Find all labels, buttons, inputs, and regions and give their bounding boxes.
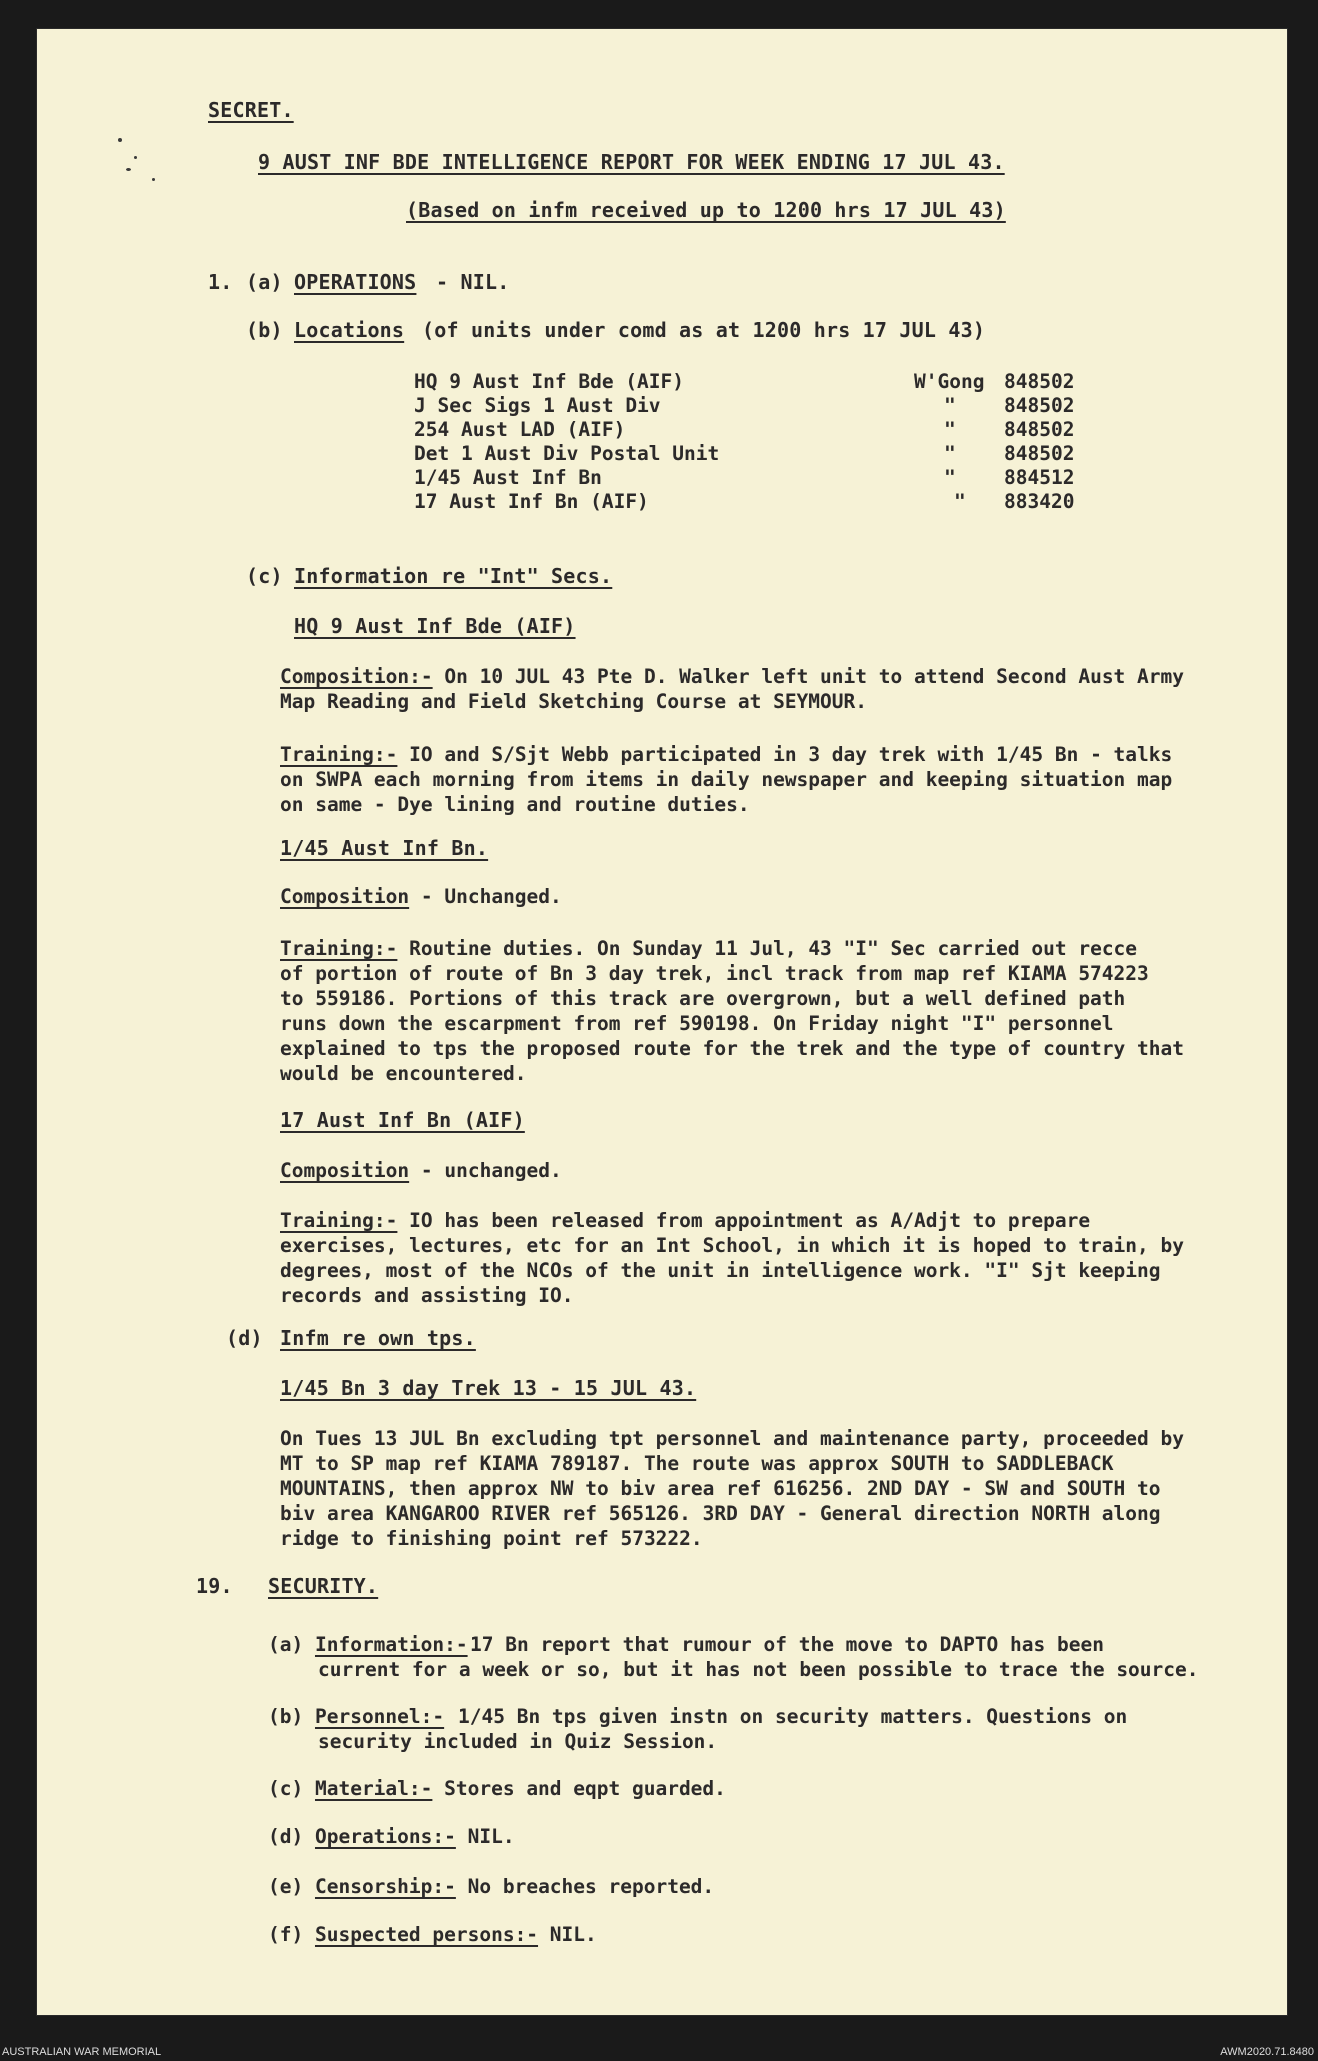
security-heading: SECURITY. <box>268 1574 379 1598</box>
security-item <box>268 1922 1278 1947</box>
security-item <box>268 1824 1278 1849</box>
security-item-heading: Personnel:- <box>314 1705 445 1728</box>
bn145-composition-paragraph <box>280 884 1280 909</box>
composition-text: - Unchanged. <box>420 885 562 908</box>
training-label: Training:- <box>280 937 398 960</box>
security-item-text <box>318 1632 1278 1682</box>
footer-accession: AWM2020.71.8480 <box>1220 2046 1314 2058</box>
hq-composition-paragraph <box>280 664 1280 714</box>
location-place: " <box>954 490 966 513</box>
security-item-body: NIL. <box>467 1825 515 1848</box>
composition-label: Composition <box>280 885 410 908</box>
location-unit: Det 1 Aust Div Postal Unit <box>414 442 720 465</box>
item-label: (c) <box>246 564 283 588</box>
security-item-body: Stores and eqpt guarded. <box>444 1777 726 1800</box>
training-text: IO has been released from appointment as A/Adjt to prepare exercises, lectures, etc for an Int School, in which it is hoped to train, by degrees, most of the NCOs of the unit in intelligence work. "I" Sjt keeping records and assisting IO. <box>280 1209 1184 1307</box>
location-place: " <box>944 466 956 489</box>
trek-heading: 1/45 Bn 3 day Trek 13 - 15 JUL 43. <box>280 1376 697 1400</box>
security-item-heading: Information:- <box>314 1633 468 1656</box>
section-number: 19. <box>196 1574 233 1598</box>
location-place: " <box>944 394 956 417</box>
operations-text: - NIL. <box>436 270 510 294</box>
location-row <box>414 442 1114 466</box>
location-row <box>414 418 1114 442</box>
location-ref: 848502 <box>1004 442 1075 465</box>
location-row <box>414 490 1114 514</box>
trek-paragraph <box>280 1426 1280 1551</box>
location-row <box>414 394 1114 418</box>
bn145-heading: 1/45 Aust Inf Bn. <box>280 836 489 860</box>
location-ref: 883420 <box>1004 490 1075 513</box>
location-ref: 848502 <box>1004 370 1075 393</box>
security-item-body: 1/45 Bn tps given instn on security matters. Questions on security included in Quiz Session. <box>318 1705 1128 1753</box>
security-item-heading: Censorship:- <box>314 1875 456 1898</box>
training-text: IO and S/Sjt Webb participated in 3 day trek with 1/45 Bn - talks on SWPA each morning from items in daily newspaper and keeping situation map on same - Dye lining and routine duties. <box>280 743 1173 816</box>
security-item <box>268 1874 1278 1899</box>
composition-text: - unchanged. <box>420 1159 562 1182</box>
item-label: (b) <box>268 1705 304 1728</box>
location-place: W'Gong <box>914 370 985 393</box>
locations-subtext: (of units under comd as at 1200 hrs 17 JUL 43) <box>422 318 986 342</box>
security-item-heading: Operations:- <box>314 1825 456 1848</box>
security-item-heading: Suspected persons:- <box>314 1923 539 1946</box>
item-label: (d) <box>268 1825 304 1848</box>
location-unit: HQ 9 Aust Inf Bde (AIF) <box>414 370 685 393</box>
location-ref: 884512 <box>1004 466 1075 489</box>
footer-credit: AUSTRALIAN WAR MEMORIAL <box>2 2046 162 2058</box>
location-unit: 17 Aust Inf Bn (AIF) <box>414 490 649 513</box>
security-item-body: 17 Bn report that rumour of the move to DAPTO has been current for a week or so, but it has not been possible to trace the source. <box>318 1633 1199 1681</box>
training-text: Routine duties. On Sunday 11 Jul, 43 "I" Sec carried out recce of portion of route of Bn 3 day trek, incl track from map ref KIAMA 574223 to 559186. Portions of this track are overgrown, but a well defined path runs down the escarpment from ref 590198. On Friday night "I" personnel explained to tps the proposed route for the trek and the type of country that would be encountered. <box>280 937 1184 1085</box>
location-unit: 1/45 Aust Inf Bn <box>414 466 602 489</box>
security-item-text <box>318 1704 1278 1754</box>
security-item-body: No breaches reported. <box>467 1875 715 1898</box>
item-label: (c) <box>268 1777 304 1800</box>
item-label: (b) <box>246 318 283 342</box>
composition-label: Composition:- <box>280 665 433 688</box>
locations-heading: Locations <box>294 318 405 342</box>
item-label: (f) <box>268 1923 304 1946</box>
composition-text: On 10 JUL 43 Pte D. Walker left unit to attend Second Aust Army Map Reading and Field Sketching Course at SEYMOUR. <box>280 665 1184 713</box>
location-unit: J Sec Sigs 1 Aust Div <box>414 394 661 417</box>
report-subtitle: (Based on infm received up to 1200 hrs 17 JUL 43) <box>406 198 1006 222</box>
report-title: 9 AUST INF BDE INTELLIGENCE REPORT FOR WEEK ENDING 17 JUL 43. <box>258 150 1005 174</box>
item-label: (a) <box>268 1633 304 1656</box>
bn17-composition-paragraph <box>280 1158 1280 1183</box>
location-unit: 254 Aust LAD (AIF) <box>414 418 626 441</box>
bn17-heading: 17 Aust Inf Bn (AIF) <box>280 1108 525 1132</box>
classification-mark: SECRET. <box>208 98 294 122</box>
composition-label: Composition <box>280 1159 410 1182</box>
bn17-training-paragraph <box>280 1208 1280 1308</box>
section-number: 1. <box>208 270 233 294</box>
location-place: " <box>944 442 956 465</box>
location-row <box>414 466 1114 490</box>
security-item-heading: Material:- <box>314 1777 433 1800</box>
item-label: (d) <box>226 1326 263 1350</box>
trek-text: On Tues 13 JUL Bn excluding tpt personnel and maintenance party, proceeded by MT to SP map ref KIAMA 789187. The route was approx SOUTH to SADDLEBACK MOUNTAINS, then approx NW to biv area ref 616256. 2ND DAY - SW and SOUTH to biv area KANGAROO RIVER ref 565126. 3RD DAY - General direction NORTH along ridge to finishing point ref 573222. <box>280 1427 1184 1550</box>
int-secs-heading: Information re "Int" Secs. <box>294 564 613 588</box>
operations-heading: OPERATIONS <box>294 270 417 294</box>
item-label: (a) <box>246 270 283 294</box>
security-item <box>268 1776 1278 1801</box>
document-page <box>36 28 1288 2016</box>
hq-training-paragraph <box>280 742 1280 817</box>
training-label: Training:- <box>280 1209 398 1232</box>
hq-heading: HQ 9 Aust Inf Bde (AIF) <box>294 614 576 638</box>
location-ref: 848502 <box>1004 394 1075 417</box>
location-place: " <box>944 418 956 441</box>
ink-mark <box>118 138 122 142</box>
item-label: (e) <box>268 1875 304 1898</box>
ink-mark <box>134 156 137 159</box>
ink-mark <box>152 178 155 181</box>
security-item-body: NIL. <box>549 1923 597 1946</box>
bn145-training-paragraph <box>280 936 1280 1086</box>
ink-mark <box>126 168 131 171</box>
location-row <box>414 370 1114 394</box>
training-label: Training:- <box>280 743 398 766</box>
own-tps-heading: Infm re own tps. <box>280 1326 476 1350</box>
location-ref: 848502 <box>1004 418 1075 441</box>
